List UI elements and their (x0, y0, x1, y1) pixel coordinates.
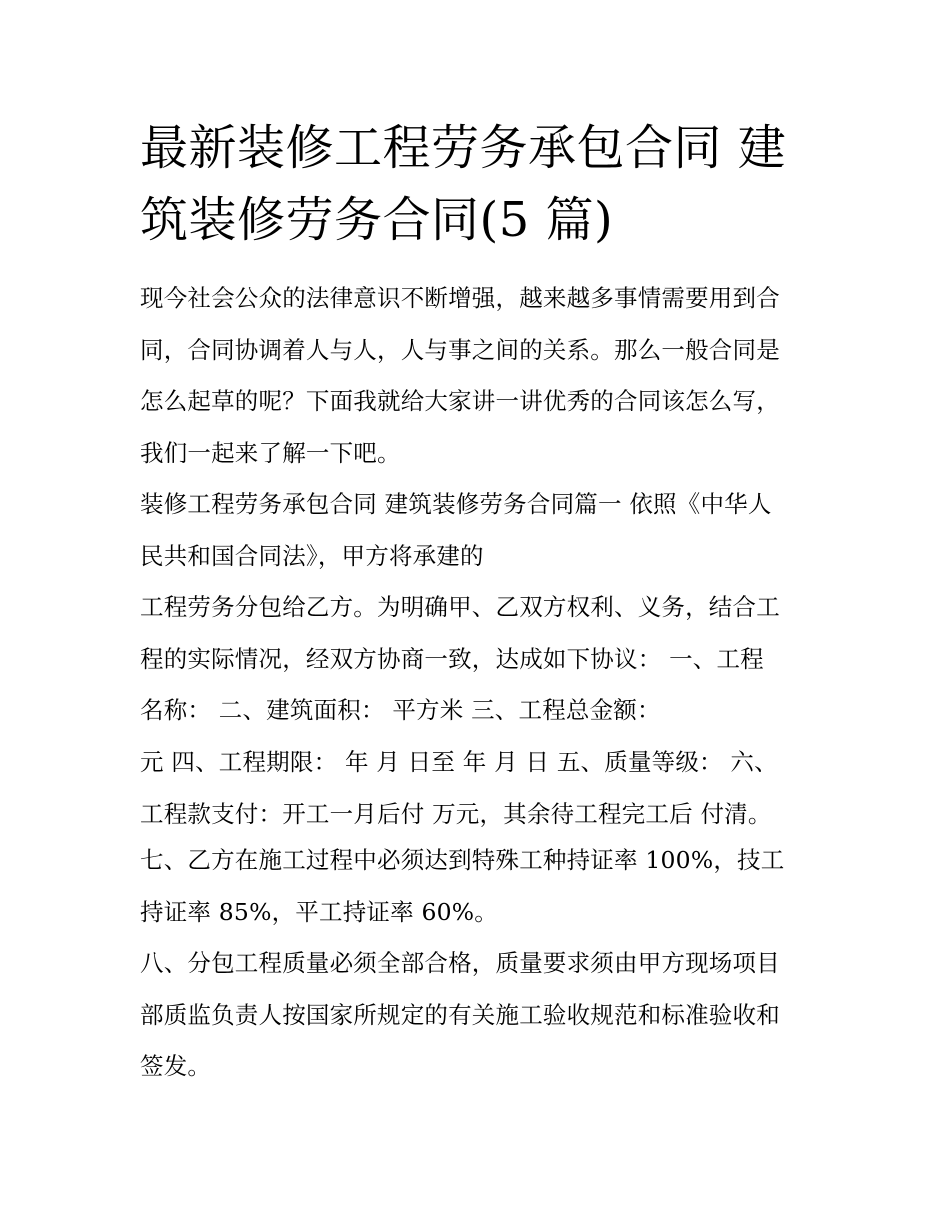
paragraph-agreement-terms (140, 582, 815, 737)
paragraph-line: 工程劳务分包给乙方。为明确甲、乙双方权利、义务，结合工 (140, 593, 780, 621)
paragraph-line: 现今社会公众的法律意识不断增强，越来越多事情需要用到合 (140, 284, 780, 312)
paragraph-line: 名称： 二、建筑面积： 平方米 三、工程总金额： (140, 696, 661, 724)
paragraph-clause-eight (140, 938, 815, 1093)
paragraph-line: 我们一起来了解一下吧。 (140, 438, 401, 467)
paragraph-contract-heading (140, 479, 815, 582)
title-line-2: 筑装修劳务合同(5 篇) (140, 192, 614, 248)
paragraph-line: 工程款支付：开工一月后付 万元，其余待工程完工后 付清。 (140, 799, 772, 828)
paragraph-line: 八、分包工程质量必须全部合格，质量要求须由甲方现场项目 (140, 949, 780, 977)
paragraph-line: 装修工程劳务承包合同 建筑装修劳务合同篇一 依照《中华人 (140, 490, 772, 518)
paragraph-schedule-payment (140, 737, 815, 840)
paragraph-line: 签发。 (140, 1052, 212, 1080)
title-line-1: 最新装修工程劳务承包合同 建 (140, 120, 787, 176)
document-title (140, 112, 820, 256)
paragraph-line: 程的实际情况，经双方协商一致，达成如下协议： 一、工程 (140, 644, 764, 673)
paragraph-line: 元 四、工程期限： 年 月 日至 年 月 日 五、质量等级： 六、 (140, 748, 778, 776)
paragraph-intro (140, 273, 815, 479)
paragraph-line: 持证率 85%，平工持证率 60%。 (140, 897, 499, 926)
paragraph-line: 怎么起草的呢？下面我就给大家讲一讲优秀的合同该怎么写， (140, 387, 780, 415)
paragraph-clause-seven (140, 835, 815, 938)
paragraph-line: 部质监负责人按国家所规定的有关施工验收规范和标准验收和 (140, 1000, 780, 1029)
paragraph-line: 民共和国合同法》，甲方将承建的 (140, 541, 484, 570)
paragraph-line: 同，合同协调着人与人，人与事之间的关系。那么一般合同是 (140, 335, 780, 364)
paragraph-line: 七、乙方在施工过程中必须达到特殊工种持证率 100%，技工 (140, 846, 785, 874)
